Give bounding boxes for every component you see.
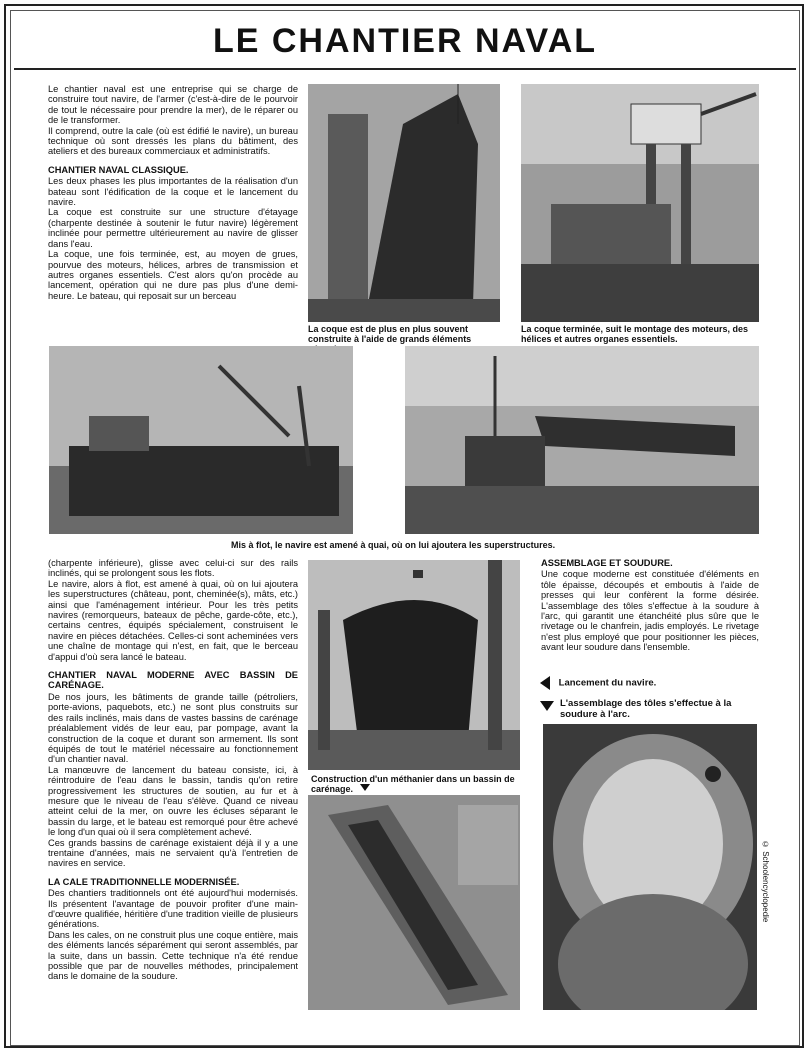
- caption-lancement: [540, 676, 760, 690]
- photo-ship-launch: [308, 560, 520, 770]
- classique-paragraph-1: Les deux phases les plus importantes de la réalisation d'un bateau sont l'édification de la coque et le lancement du navire.: [48, 176, 298, 208]
- section-heading-classique: CHANTIER NAVAL CLASSIQUE.: [48, 164, 189, 175]
- caption-methanier-text: Construction d'un méthanier dans un bassin de carénage.: [311, 774, 515, 794]
- moderne-paragraph-1: De nos jours, les bâtiments de grande taille (pétroliers, porte-avions, paquebots, etc.) ne sont plus construits sur des rails inclinés, mais dans de vastes bassins de carénage préalablement vidés de leur eau, par pompage, avant la construction de la coque et durant son armement. Ils sont équipés de tout le matériel nécessaire au fonctionnement d'un chantier naval.: [48, 691, 298, 765]
- crane-engines-image: [521, 84, 759, 322]
- section-heading-soudure: ASSEMBLAGE ET SOUDURE.: [541, 558, 673, 568]
- ship-launch-image: [308, 560, 520, 770]
- caption-methanier: [311, 774, 523, 794]
- classique-paragraph-2: La coque est construite sur une structure d'étayage (charpente destinée à soutenir le futur navire) légèrement inclinée pour permettre ultérieurement au navire de glisser dans l'eau.: [48, 207, 298, 249]
- caption-soudure-text: L'assemblage des tôles s'effectue à la soudure à l'arc.: [560, 698, 732, 720]
- welding-column: [541, 558, 759, 653]
- continuation-paragraph-1: (charpente inférieure), glisse avec celui-ci sur des rails inclinés, qui se prolongent sous les flots.: [48, 558, 298, 579]
- caption-hull-construction: La coque est de plus en plus souvent construite à l'aide de grands éléments: [308, 324, 472, 344]
- moderne-paragraph-2: La manœuvre de lancement du bateau consiste, ici, à réintroduire de l'eau dans le bassin, tandis qu'on retire progressivement les structures de soutien, au fur et à mesure que le niveau de l'eau s'élève. Quand ce niveau atteint celui de la mer, on ouvre les écluses séparant le bassin du large, et le bateau est remorqué pour être achevé le long d'un quai où il sera complètement achevé.: [48, 764, 298, 838]
- arrow-left-icon: [540, 676, 550, 690]
- caption-lancement-text: Lancement du navire.: [558, 677, 657, 689]
- intro-column: [48, 84, 298, 301]
- intro-paragraph-2: Il comprend, outre la cale (où est édifié le navire), un bureau technique où sont dressés les plans du bâtiment, des ateliers et des bureaux commerciaux et administratifs.: [48, 125, 298, 157]
- cale-paragraph-2: Dans les cales, on ne construit plus une coque entière, mais des éléments lancés séparément qui seront assemblés, par la suite, dans un bassin. Cette technique n'a été rendue possible que par de nouvelles méthodes, principalement dans le domaine de la soudure.: [48, 929, 298, 982]
- arrow-down-icon: [540, 701, 554, 711]
- main-text-column: [48, 558, 298, 982]
- moderne-paragraph-3: Ces grands bassins de carénage existaient déjà il y a une trentaine d'années, mais ne servaient qu'à l'entretien de navires en service.: [48, 837, 298, 869]
- caption-ship-afloat: Mis à flot, le navire est amené à quai, où on lui ajoutera les superstructures.: [231, 540, 556, 550]
- page-title: LE CHANTIER NAVAL: [212, 22, 598, 60]
- continuation-paragraph-2: Le navire, alors à flot, est amené à quai, où on lui ajoutera les superstructures (château, pont, cheminée(s), mâts, etc.) ainsi que l'aménagement intérieur. Pour les très petits navires (remorqueurs, bateaux de pêche, garde-côte, etc.), certains centres, équipés spécialement, construisent le navire en pièces détachées. Celles-ci sont acheminées vers une chaîne de montage qui n'est, en fait, que le berceau d'appui d'où sera lancé le bateau.: [48, 578, 298, 662]
- section-heading-moderne: CHANTIER NAVAL MODERNE AVEC BASSIN DE CARÉNAGE.: [48, 670, 298, 691]
- section-heading-cale: LA CALE TRADITIONNELLE MODERNISÉE.: [48, 876, 240, 887]
- welding-image: [543, 724, 757, 1010]
- photo-crane-engines: [521, 84, 759, 322]
- photo-hull-construction: [308, 84, 500, 322]
- copyright-notice: © Schoolencyclopedie: [761, 840, 770, 923]
- classique-paragraph-3: La coque, une fois terminée, est, au moyen de grues, pourvue des moteurs, hélices, arbres de transmission et autres organes essentiels. C'est alors qu'on procède au lancement, opération qui ne dure pas plus d'une demi-heure. Le bateau, qui reposait sur un berceau: [48, 249, 298, 301]
- hull-construction-image: [308, 84, 500, 322]
- intro-paragraph-1: Le chantier naval est une entreprise qui se charge de construire tout navire, de l'armer (c'est-à-dire de le pourvoir de tout le nécessaire pour prendre la mer), de le réparer ou de le transformer.: [48, 84, 298, 126]
- photo-ship-afloat-2: [405, 346, 759, 534]
- ship-afloat-1-image: [49, 346, 353, 534]
- photo-ship-afloat-1: [49, 346, 353, 534]
- ship-afloat-2-image: [405, 346, 759, 534]
- arrow-down-icon: [360, 784, 370, 791]
- title-divider: [14, 68, 796, 70]
- caption-crane-engines: La coque terminée, suit le montage des moteurs, des hélices et autres organes essentiels.: [521, 324, 749, 344]
- soudure-paragraph-1: Une coque moderne est constituée d'éléments en tôle épaisse, découpés et emboutis à l'aide de presses qui leur confèrent la forme désirée. L'assemblage des tôles s'effectue à la soudure à l'arc, qui garantit une étanchéité plus sûre que le rivetage ou le chanfrein, jadis employés. Le rivetage n'est plus employé que pour positionner les pièces, avant leur soudure dans l'ensemble.: [541, 569, 759, 653]
- photo-welding: [543, 724, 757, 1010]
- photo-dry-dock: [308, 795, 520, 1010]
- caption-soudure: [540, 698, 760, 720]
- dry-dock-image: [308, 795, 520, 1010]
- cale-paragraph-1: Des chantiers traditionnels ont été aujourd'hui modernisés. Ils présentent l'avantage de pouvoir profiter d'une main-d'œuvre qualifiée, héritière d'une tradition vieille de plusieurs générations.: [48, 888, 298, 930]
